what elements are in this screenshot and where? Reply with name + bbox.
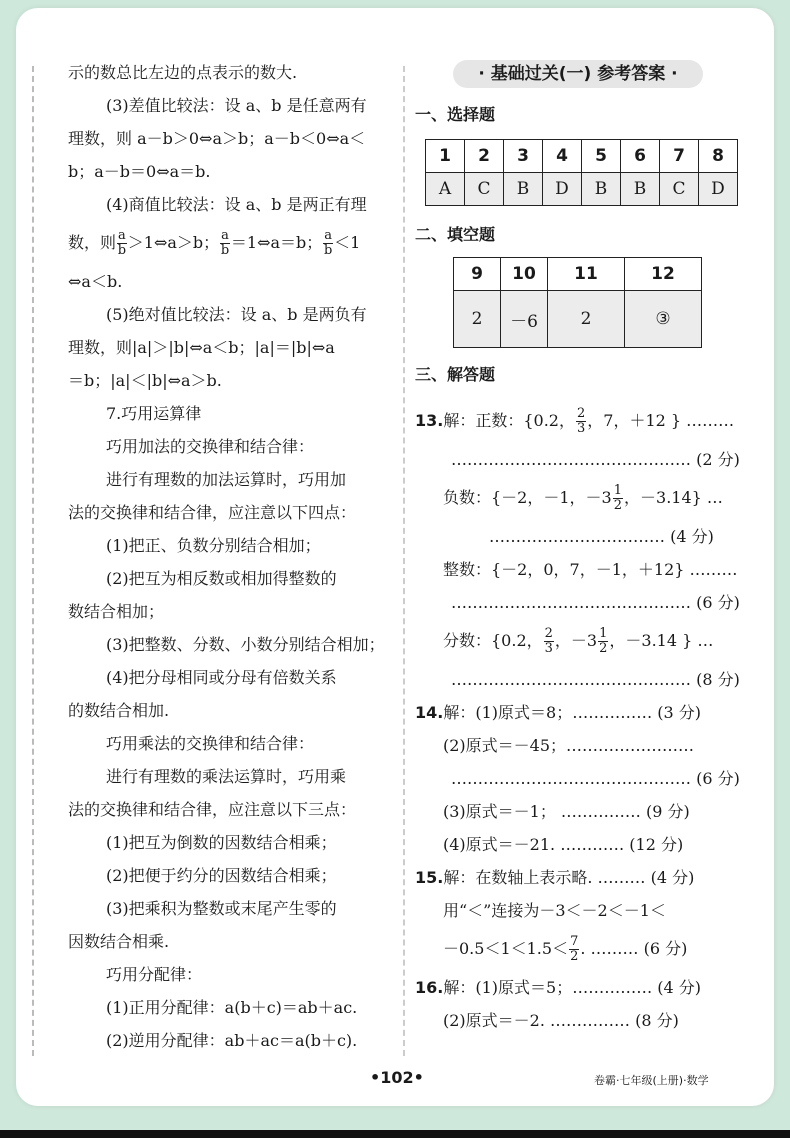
- table-cell: B: [582, 173, 621, 206]
- table-cell: 8: [699, 140, 738, 173]
- numerator: 2: [544, 626, 553, 641]
- text-line: (4)把分母相同或分母有倍数关系: [106, 668, 337, 687]
- right-column: [415, 60, 745, 1037]
- fraction: [544, 627, 554, 656]
- text-line: ……………………………………… (8 分): [451, 670, 740, 689]
- book-title: 卷霸·七年级(上册)·数学: [594, 1074, 709, 1087]
- text-line: (3)把整数、分数、小数分别结合相加；: [106, 635, 385, 654]
- table-cell: C: [465, 173, 504, 206]
- table-cell: ③: [625, 291, 702, 348]
- text-line: 数结合相加；: [68, 602, 165, 621]
- text-line: (2)原式＝－45；……………………: [443, 736, 695, 755]
- left-column: [68, 56, 398, 1057]
- table-cell: 2: [454, 291, 501, 348]
- text-line: (1)把正、负数分别结合相加；: [106, 536, 321, 555]
- text-line: 7.巧用运算律: [106, 404, 202, 423]
- fraction-line: [68, 221, 398, 265]
- choice-answer-table: [425, 139, 738, 206]
- text-seg: . ……… (6 分): [580, 939, 688, 958]
- text-seg: ，－3: [554, 631, 598, 650]
- numerator: a: [324, 228, 333, 243]
- table-cell: 7: [660, 140, 699, 173]
- text-line: (2)逆用分配律：ab＋ac＝a(b＋c).: [106, 1031, 358, 1050]
- table-cell: D: [543, 173, 582, 206]
- text-seg: ，－3.14 } …: [609, 631, 714, 650]
- numerator: 1: [613, 483, 623, 498]
- fraction: [323, 229, 333, 258]
- text-line: (2)把便于约分的因数结合相乘；: [106, 866, 337, 885]
- numerator: a: [118, 228, 126, 243]
- text-line: ……………………………………… (6 分): [451, 593, 740, 612]
- numerator: a: [221, 228, 229, 243]
- question-16: [415, 971, 745, 1037]
- text-line: (2)原式＝－2. …………… (8 分): [443, 1011, 679, 1030]
- denominator: 3: [576, 421, 586, 436]
- question-15: [415, 861, 745, 971]
- table-cell: 2: [548, 291, 625, 348]
- text-line: (3)原式＝－1； …………… (9 分): [443, 802, 690, 821]
- text-seg: ，－3.14} …: [624, 488, 723, 507]
- text-line: 整数：{－2，0，7，－1，＋12} ………: [443, 560, 738, 579]
- text-line: (2)把互为相反数或相加得整数的: [106, 569, 337, 588]
- text-line: ……………………………………… (6 分): [451, 769, 740, 788]
- fraction: [117, 229, 127, 258]
- text-line: ＝b；|a|＜|b|⇔a＞b.: [68, 371, 222, 390]
- question-number: 15.: [415, 868, 444, 887]
- table-cell: －6: [501, 291, 548, 348]
- question-14: [415, 696, 745, 861]
- text-line: 用“＜”连接为－3＜－2＜－1＜: [443, 901, 666, 920]
- bottom-bar: [0, 1130, 790, 1138]
- fraction: [576, 407, 586, 436]
- text-line: (1)把互为倒数的因数结合相乘；: [106, 833, 337, 852]
- text-seg: ＞1⇔a＞b；: [127, 233, 220, 252]
- text-line: 示的数总比左边的点表示的数大.: [68, 63, 298, 82]
- table-cell: D: [699, 173, 738, 206]
- text-seg: ，7，＋12 } ………: [587, 411, 735, 430]
- text-line: ……………………………………… (2 分): [451, 450, 740, 469]
- text-seg: －0.5＜1＜1.5＜: [443, 939, 569, 958]
- denominator: b: [324, 243, 333, 258]
- denominator: b: [220, 243, 230, 258]
- text-seg: ＜1: [334, 233, 361, 252]
- text-line: 巧用乘法的交换律和结合律：: [106, 734, 315, 753]
- table-cell: 2: [465, 140, 504, 173]
- table-cell: 1: [426, 140, 465, 173]
- section-title: 三、解答题: [415, 365, 496, 384]
- text-seg: 解：在数轴上表示略. ……… (4 分): [443, 868, 695, 887]
- question-number: 14.: [415, 703, 444, 722]
- text-seg: 数，则: [68, 233, 117, 252]
- table-cell: 5: [582, 140, 621, 173]
- text-line: 巧用加法的交换律和结合律：: [106, 437, 315, 456]
- text-line: 的数结合相加.: [68, 701, 170, 720]
- table-cell: 9: [454, 258, 501, 291]
- table-cell: 6: [621, 140, 660, 173]
- table-cell: B: [504, 173, 543, 206]
- numerator: 2: [576, 406, 586, 421]
- denominator: b: [117, 243, 127, 258]
- text-line: (3)把乘积为整数或末尾产生零的: [106, 899, 337, 918]
- fill-answer-table: [453, 257, 702, 348]
- text-seg: 解：(1)原式＝5；…………… (4 分): [443, 978, 702, 997]
- section-banner: · 基础过关(一) 参考答案 ·: [453, 60, 703, 88]
- fraction: [220, 229, 230, 258]
- text-line: ⇔a＜b.: [68, 272, 123, 291]
- text-seg: 分数：{0.2，: [443, 631, 543, 650]
- text-seg: 解：正数：{0.2，: [443, 411, 575, 430]
- numerator: 1: [599, 626, 608, 641]
- text-line: (4)商值比较法：设 a、b 是两正有理: [106, 195, 367, 214]
- text-line: 进行有理数的加法运算时，巧用加: [106, 470, 347, 489]
- table-cell: 4: [543, 140, 582, 173]
- text-line: 理数，则|a|＞|b|⇔a＜b；|a|＝|b|⇔a: [68, 338, 335, 357]
- text-seg: 解：(1)原式＝8；…………… (3 分): [443, 703, 702, 722]
- denominator: 3: [544, 641, 553, 656]
- table-cell: 11: [548, 258, 625, 291]
- question-13: [415, 399, 745, 696]
- fraction: [613, 484, 623, 513]
- text-line: (3)差值比较法：设 a、b 是任意两有: [106, 96, 367, 115]
- text-seg: ＝1⇔a＝b；: [230, 233, 323, 252]
- text-line: 因数结合相乘.: [68, 932, 170, 951]
- table-cell: 12: [625, 258, 702, 291]
- page-number: •102•: [370, 1068, 424, 1087]
- question-number: 13.: [415, 411, 444, 430]
- text-line: (4)原式＝－21. ………… (12 分): [443, 835, 684, 854]
- text-line: b；a－b＝0⇔a＝b.: [68, 162, 211, 181]
- numerator: 7: [570, 934, 579, 949]
- text-line: 进行有理数的乘法运算时，巧用乘: [106, 767, 347, 786]
- section-title: 一、选择题: [415, 105, 496, 124]
- text-line: 巧用分配律：: [106, 965, 203, 984]
- fraction: [598, 627, 608, 656]
- denominator: 2: [599, 641, 608, 656]
- text-seg: 负数：{－2，－1，－3: [443, 488, 612, 507]
- text-line: 法的交换律和结合律，应注意以下四点：: [68, 503, 357, 522]
- text-line: …………………………… (4 分): [489, 527, 714, 546]
- column-divider: [403, 66, 405, 1056]
- text-line: 法的交换律和结合律，应注意以下三点：: [68, 800, 357, 819]
- fraction: [569, 935, 579, 964]
- question-number: 16.: [415, 978, 444, 997]
- text-line: (5)绝对值比较法：设 a、b 是两负有: [106, 305, 367, 324]
- section-title: 二、填空题: [415, 225, 496, 244]
- table-cell: 3: [504, 140, 543, 173]
- table-cell: B: [621, 173, 660, 206]
- table-cell: 10: [501, 258, 548, 291]
- denominator: 2: [613, 498, 623, 513]
- text-line: 理数，则 a－b＞0⇔a＞b；a－b＜0⇔a＜: [68, 129, 366, 148]
- table-cell: A: [426, 173, 465, 206]
- text-line: (1)正用分配律：a(b＋c)＝ab＋ac.: [106, 998, 358, 1017]
- denominator: 2: [570, 949, 579, 964]
- margin-dashed-line: [32, 66, 38, 1056]
- table-cell: C: [660, 173, 699, 206]
